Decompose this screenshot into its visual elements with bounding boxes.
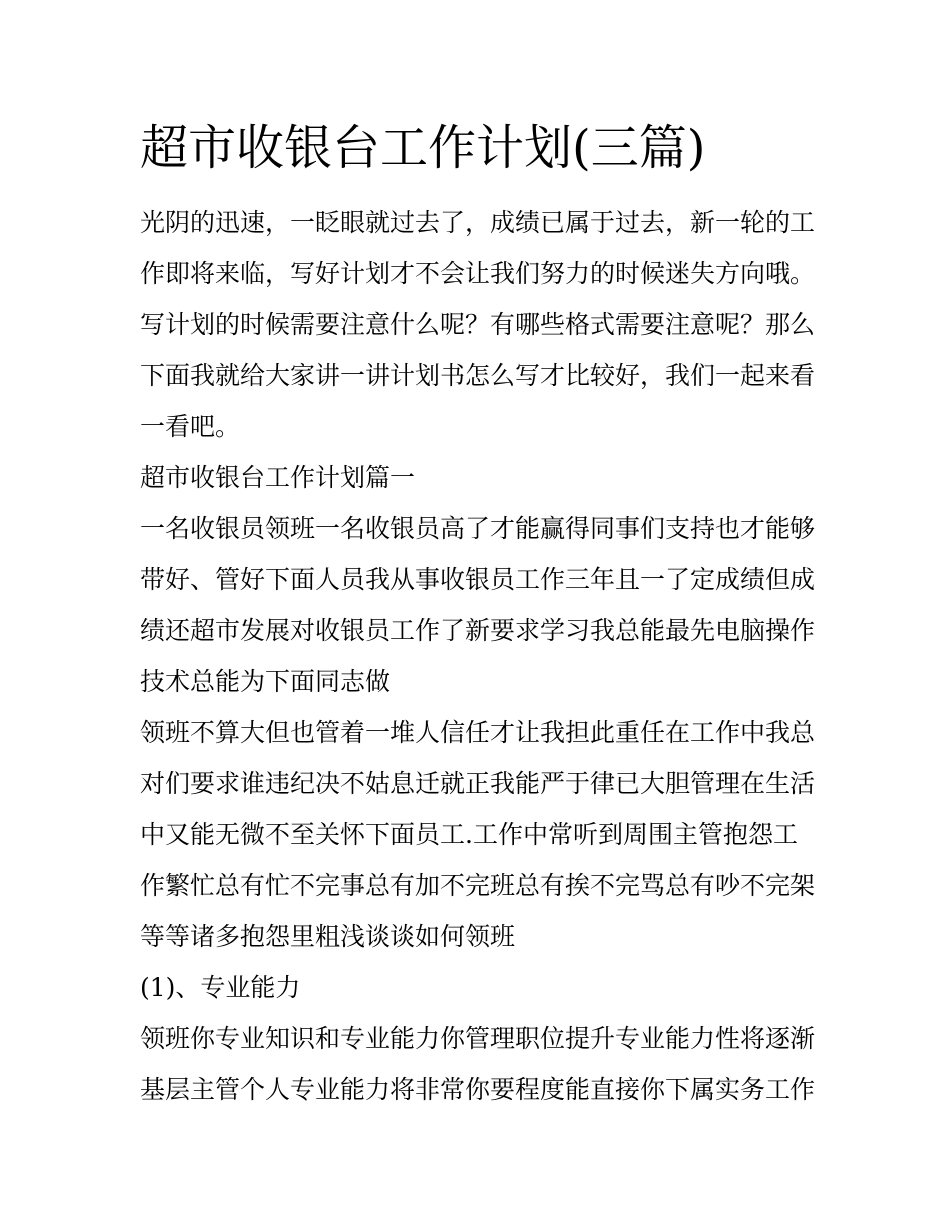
text-line: 带好、管好下面人员我从事收银员工作三年且一了定成绩但成 — [140, 565, 816, 594]
text-line: 对们要求谁违纪决不姑息迁就正我能严于律已大胆管理在生活 — [140, 769, 816, 798]
text-line: 领班不算大但也管着一堆人信任才让我担此重任在工作中我总 — [140, 718, 816, 747]
text-line: 基层主管个人专业能力将非常你要程度能直接你下属实务工作 — [140, 1075, 816, 1104]
subsection-heading: (1)、专业能力 — [140, 973, 301, 1002]
text-line: 下面我就给大家讲一讲计划书怎么写才比较好，我们一起来看 — [140, 361, 816, 390]
text-line: 一名收银员领班一名收银员高了才能赢得同事们支持也才能够 — [140, 514, 816, 543]
text-line: 绩还超市发展对收银员工作了新要求学习我总能最先电脑操作 — [140, 616, 816, 645]
text-line: 作繁忙总有忙不完事总有加不完班总有挨不完骂总有吵不完架 — [140, 871, 816, 900]
text-line: 中又能无微不至关怀下面员工.工作中常听到周围主管抱怨工 — [140, 820, 798, 849]
text-line: 等等诸多抱怨里粗浅谈谈如何领班 — [140, 922, 516, 951]
text-line: 作即将来临，写好计划才不会让我们努力的时候迷失方向哦。 — [140, 259, 816, 288]
text-line: 技术总能为下面同志做 — [140, 667, 391, 696]
document-title: 超市收银台工作计划(三篇) — [140, 120, 706, 176]
text-line: 写计划的时候需要注意什么呢？有哪些格式需要注意呢？那么 — [140, 310, 816, 339]
text-line: 光阴的迅速，一眨眼就过去了，成绩已属于过去，新一轮的工 — [140, 208, 816, 237]
section-heading: 超市收银台工作计划篇一 — [140, 463, 416, 492]
text-line: 一看吧。 — [140, 412, 241, 441]
text-line: 领班你专业知识和专业能力你管理职位提升专业能力性将逐渐 — [140, 1024, 816, 1053]
